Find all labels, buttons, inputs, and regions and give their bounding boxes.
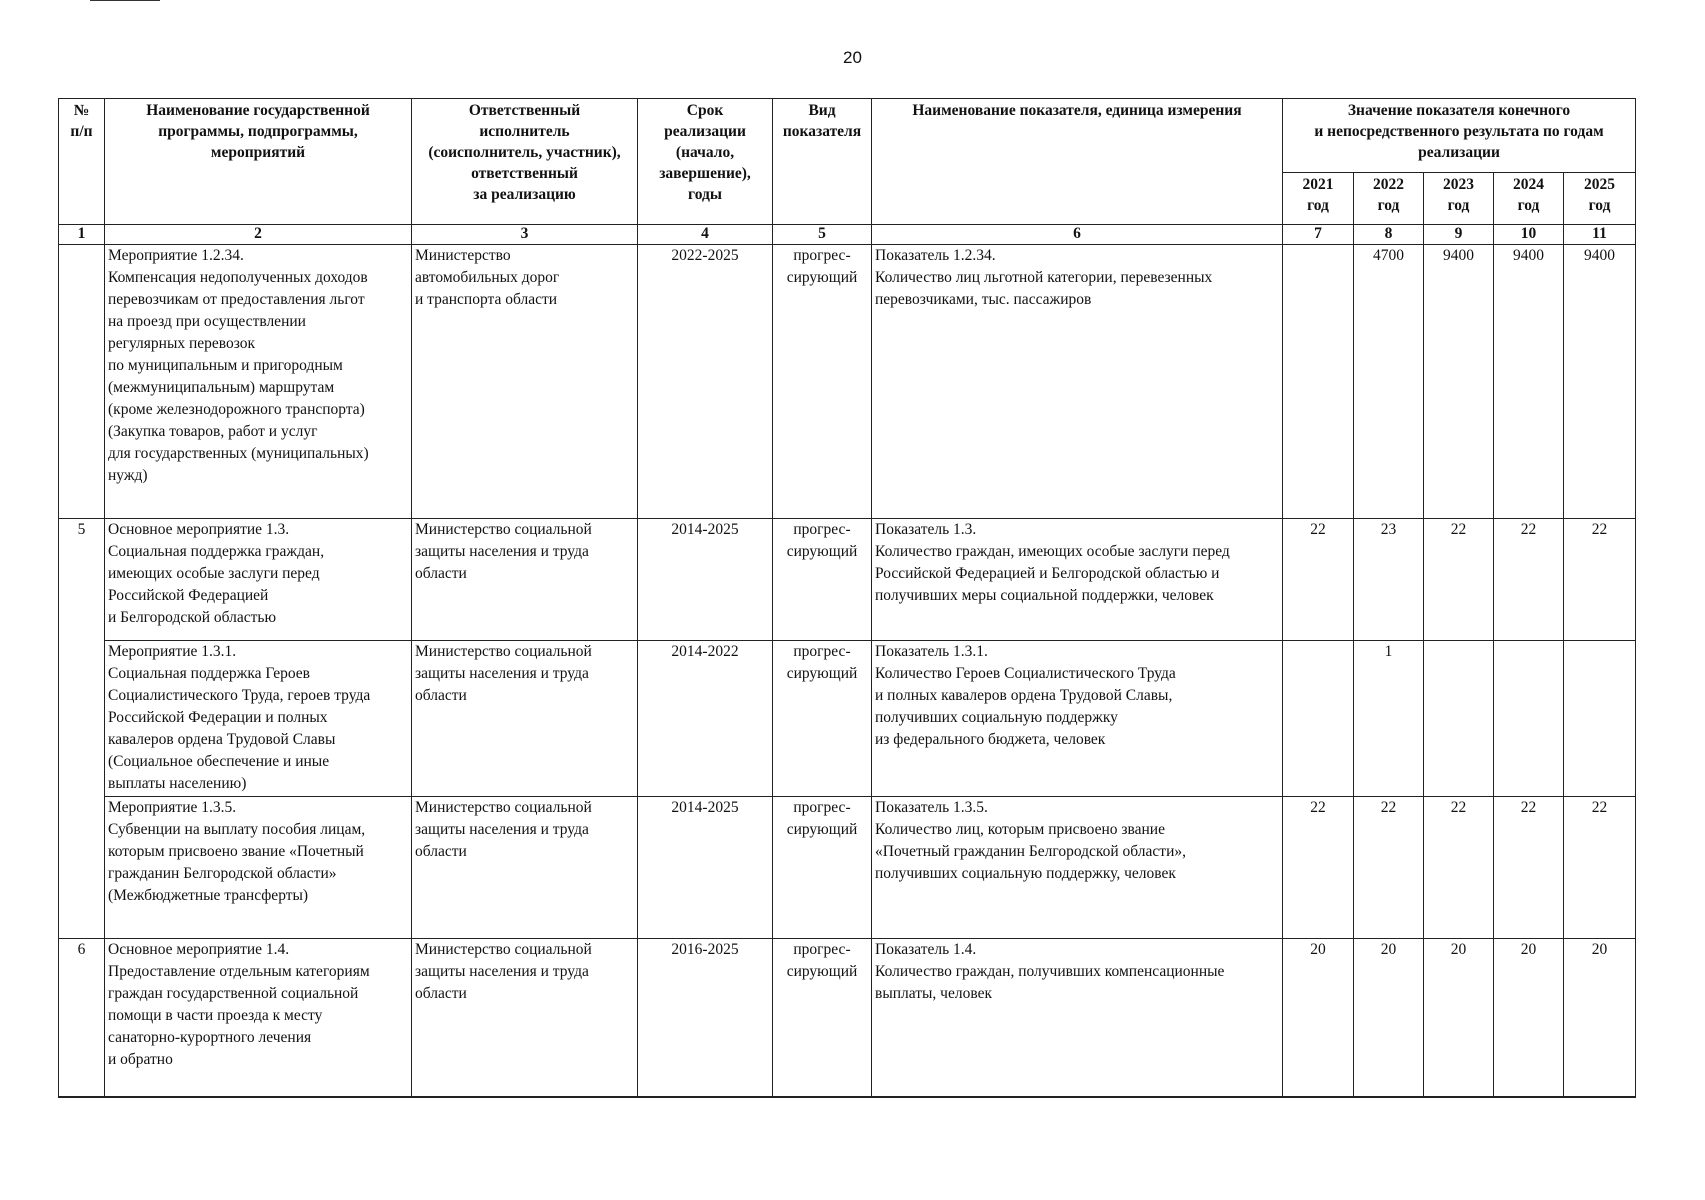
- row-value-2024: 20: [1494, 939, 1564, 1097]
- column-number: 4: [638, 225, 773, 245]
- header-year-2022: 2022 год: [1354, 173, 1424, 225]
- header-year-2023: 2023 год: [1424, 173, 1494, 225]
- row-value-2023: [1424, 641, 1494, 797]
- row-indicator: Показатель 1.4. Количество граждан, получивших компенсационные выплаты, человек: [872, 939, 1283, 1097]
- table-row: [59, 641, 1636, 797]
- row-value-2025: 22: [1564, 519, 1636, 641]
- row-type: прогрес- сирующий: [773, 519, 872, 641]
- row-value-2024: 22: [1494, 519, 1564, 641]
- column-number: 6: [872, 225, 1283, 245]
- header-year-2024: 2024 год: [1494, 173, 1564, 225]
- column-number: 3: [412, 225, 638, 245]
- row-period: 2022-2025: [638, 245, 773, 519]
- row-indicator: Показатель 1.3.1. Количество Героев Социалистического Труда и полных кавалеров ордена Трудовой Славы, получивших социальную поддержку из федерального бюджета, человек: [872, 641, 1283, 797]
- row-name: Мероприятие 1.3.1. Социальная поддержка Героев Социалистического Труда, героев труда Российской Федерации и полных кавалеров ордена Трудовой Славы (Социальное обеспечение и иные выплаты населению): [105, 641, 412, 797]
- row-name: Мероприятие 1.2.34. Компенсация недополученных доходов перевозчикам от предоставления льгот на проезд при осуществлении регулярных перевозок по муниципальным и пригородным (межмуниципальным) маршрутам (кроме железнодорожного транспорта) (Закупка товаров, работ и услуг для государственных (муниципальных) нужд): [105, 245, 412, 519]
- header-year-2021: 2021 год: [1283, 173, 1354, 225]
- row-value-2023: 20: [1424, 939, 1494, 1097]
- row-indicator: Показатель 1.2.34. Количество лиц льготной категории, перевезенных перевозчиками, тыс. пассажиров: [872, 245, 1283, 519]
- column-number: 7: [1283, 225, 1354, 245]
- row-type: прогрес- сирующий: [773, 245, 872, 519]
- row-value-2025: 20: [1564, 939, 1636, 1097]
- row-indicator: Показатель 1.3. Количество граждан, имеющих особые заслуги перед Российской Федерацией и Белгородской областью и получивших меры социальной поддержки, человек: [872, 519, 1283, 641]
- row-value-2021: [1283, 641, 1354, 797]
- table-row: [59, 797, 1636, 939]
- row-num: 5: [59, 519, 105, 939]
- row-type: прогрес- сирующий: [773, 797, 872, 939]
- column-number: 8: [1354, 225, 1424, 245]
- row-name: Мероприятие 1.3.5. Субвенции на выплату пособия лицам, которым присвоено звание «Почетный гражданин Белгородской области» (Межбюджетные трансферты): [105, 797, 412, 939]
- column-number: 1: [59, 225, 105, 245]
- row-num: [59, 245, 105, 519]
- row-type: прогрес- сирующий: [773, 641, 872, 797]
- row-period: 2014-2025: [638, 519, 773, 641]
- row-value-2022: 23: [1354, 519, 1424, 641]
- row-value-2023: 22: [1424, 797, 1494, 939]
- row-value-2022: 22: [1354, 797, 1424, 939]
- row-executor: Министерство автомобильных дорог и транспорта области: [412, 245, 638, 519]
- row-value-2025: [1564, 641, 1636, 797]
- table-row: [59, 519, 1636, 641]
- row-value-2023: 22: [1424, 519, 1494, 641]
- column-number: 11: [1564, 225, 1636, 245]
- row-value-2023: 9400: [1424, 245, 1494, 519]
- row-value-2022: 1: [1354, 641, 1424, 797]
- header-num: № п/п: [59, 99, 105, 225]
- page-number: 20: [843, 48, 862, 67]
- row-value-2024: 22: [1494, 797, 1564, 939]
- header-name: Наименование государственной программы, подпрограммы, мероприятий: [105, 99, 412, 225]
- row-executor: Министерство социальной защиты населения и труда области: [412, 519, 638, 641]
- row-value-2022: 4700: [1354, 245, 1424, 519]
- header-row: [59, 99, 1636, 173]
- header-values: Значение показателя конечного и непосредственного результата по годам реализации: [1283, 99, 1636, 173]
- header-period: Срок реализации (начало, завершение), годы: [638, 99, 773, 225]
- row-indicator: Показатель 1.3.5. Количество лиц, которым присвоено звание «Почетный гражданин Белгородской области», получивших социальную поддержку, человек: [872, 797, 1283, 939]
- row-executor: Министерство социальной защиты населения и труда области: [412, 939, 638, 1097]
- row-value-2025: 9400: [1564, 245, 1636, 519]
- header-year-2025: 2025 год: [1564, 173, 1636, 225]
- row-value-2022: 20: [1354, 939, 1424, 1097]
- header-type: Вид показателя: [773, 99, 872, 225]
- program-table: [58, 98, 1636, 1098]
- row-num: 6: [59, 939, 105, 1097]
- row-value-2024: [1494, 641, 1564, 797]
- column-number: 10: [1494, 225, 1564, 245]
- row-name: Основное мероприятие 1.4. Предоставление отдельным категориям граждан государственной социальной помощи в части проезда к месту санаторно-курортного лечения и обратно: [105, 939, 412, 1097]
- row-value-2021: [1283, 245, 1354, 519]
- table-row: [59, 939, 1636, 1097]
- table-row: [59, 245, 1636, 519]
- header-indicator: Наименование показателя, единица измерения: [872, 99, 1283, 225]
- column-number: 5: [773, 225, 872, 245]
- row-value-2024: 9400: [1494, 245, 1564, 519]
- column-numbers-row: [59, 225, 1636, 245]
- row-value-2021: 22: [1283, 519, 1354, 641]
- row-executor: Министерство социальной защиты населения и труда области: [412, 641, 638, 797]
- column-number: 9: [1424, 225, 1494, 245]
- scan-artifact-line: [90, 0, 160, 1]
- row-type: прогрес- сирующий: [773, 939, 872, 1097]
- header-executor: Ответственный исполнитель (соисполнитель, участник), ответственный за реализацию: [412, 99, 638, 225]
- column-number: 2: [105, 225, 412, 245]
- row-name: Основное мероприятие 1.3. Социальная поддержка граждан, имеющих особые заслуги перед Российской Федерацией и Белгородской областью: [105, 519, 412, 641]
- row-period: 2014-2025: [638, 797, 773, 939]
- row-value-2021: 20: [1283, 939, 1354, 1097]
- row-period: 2016-2025: [638, 939, 773, 1097]
- row-executor: Министерство социальной защиты населения и труда области: [412, 797, 638, 939]
- row-period: 2014-2022: [638, 641, 773, 797]
- row-value-2025: 22: [1564, 797, 1636, 939]
- row-value-2021: 22: [1283, 797, 1354, 939]
